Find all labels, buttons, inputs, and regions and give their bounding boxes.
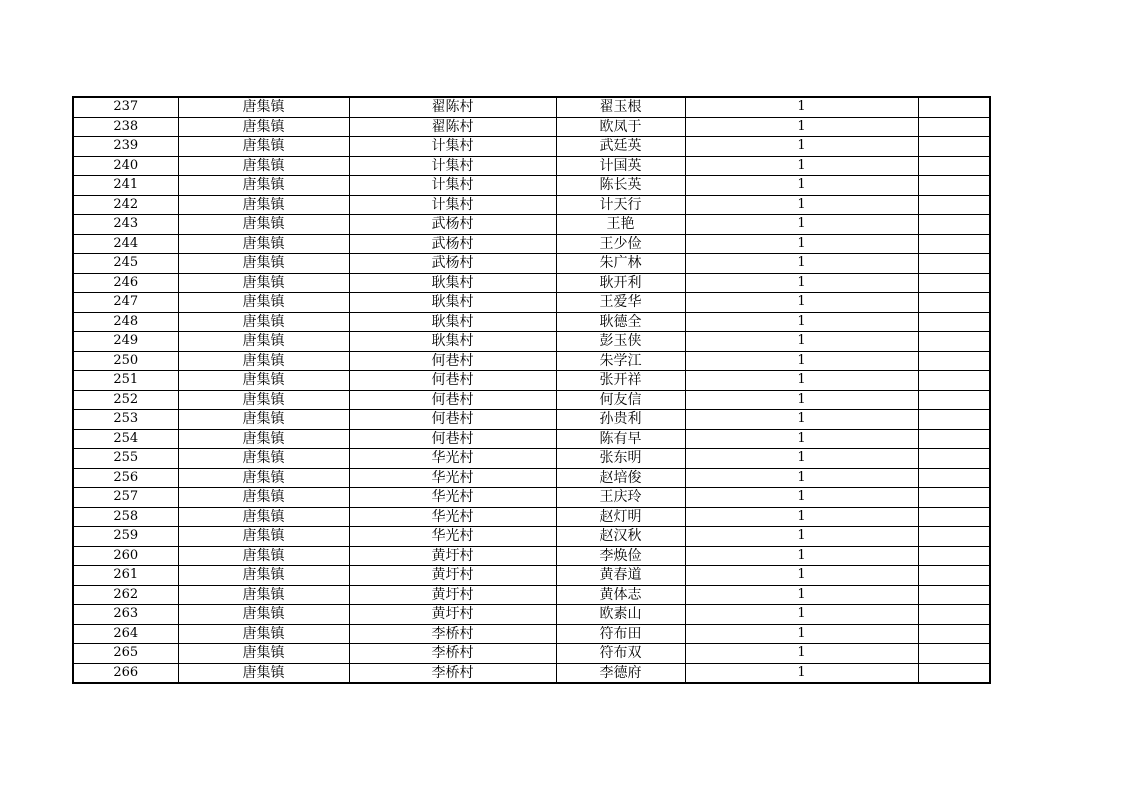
- table-row: [73, 351, 990, 371]
- village-cell: 华光村: [349, 527, 556, 547]
- village-cell: 耿集村: [349, 332, 556, 352]
- row-number-cell: 240: [73, 156, 178, 176]
- count-cell: 1: [685, 605, 918, 625]
- village-cell: 黄圩村: [349, 566, 556, 586]
- row-number-cell: 247: [73, 293, 178, 313]
- note-cell: [918, 468, 990, 488]
- note-cell: [918, 97, 990, 117]
- row-number-cell: 243: [73, 215, 178, 235]
- town-cell: 唐集镇: [178, 449, 349, 469]
- table-row: [73, 312, 990, 332]
- note-cell: [918, 117, 990, 137]
- person-name-cell: 武廷英: [556, 137, 685, 157]
- person-name-cell: 朱广林: [556, 254, 685, 274]
- row-number-cell: 251: [73, 371, 178, 391]
- table-row: [73, 429, 990, 449]
- table-row: [73, 468, 990, 488]
- roster-table-body: [73, 97, 990, 683]
- person-name-cell: 欧凤于: [556, 117, 685, 137]
- town-cell: 唐集镇: [178, 97, 349, 117]
- table-row: [73, 410, 990, 430]
- person-name-cell: 计天行: [556, 195, 685, 215]
- town-cell: 唐集镇: [178, 546, 349, 566]
- table-row: [73, 176, 990, 196]
- row-number-cell: 257: [73, 488, 178, 508]
- table-row: [73, 390, 990, 410]
- person-name-cell: 张开祥: [556, 371, 685, 391]
- town-cell: 唐集镇: [178, 390, 349, 410]
- town-cell: 唐集镇: [178, 254, 349, 274]
- row-number-cell: 239: [73, 137, 178, 157]
- person-name-cell: 符布田: [556, 624, 685, 644]
- note-cell: [918, 527, 990, 547]
- table-row: [73, 156, 990, 176]
- count-cell: 1: [685, 449, 918, 469]
- note-cell: [918, 507, 990, 527]
- village-cell: 何巷村: [349, 351, 556, 371]
- count-cell: 1: [685, 215, 918, 235]
- village-cell: 黄圩村: [349, 585, 556, 605]
- table-row: [73, 273, 990, 293]
- table-row: [73, 663, 990, 683]
- note-cell: [918, 312, 990, 332]
- count-cell: 1: [685, 644, 918, 664]
- row-number-cell: 245: [73, 254, 178, 274]
- village-cell: 耿集村: [349, 293, 556, 313]
- note-cell: [918, 644, 990, 664]
- row-number-cell: 256: [73, 468, 178, 488]
- person-name-cell: 彭玉侠: [556, 332, 685, 352]
- person-name-cell: 何友信: [556, 390, 685, 410]
- person-name-cell: 陈长英: [556, 176, 685, 196]
- village-cell: 武杨村: [349, 254, 556, 274]
- person-name-cell: 王艳: [556, 215, 685, 235]
- note-cell: [918, 410, 990, 430]
- count-cell: 1: [685, 273, 918, 293]
- row-number-cell: 260: [73, 546, 178, 566]
- town-cell: 唐集镇: [178, 117, 349, 137]
- row-number-cell: 238: [73, 117, 178, 137]
- person-name-cell: 王少俭: [556, 234, 685, 254]
- person-name-cell: 孙贵利: [556, 410, 685, 430]
- count-cell: 1: [685, 234, 918, 254]
- person-name-cell: 翟玉根: [556, 97, 685, 117]
- person-name-cell: 赵灯明: [556, 507, 685, 527]
- village-cell: 何巷村: [349, 371, 556, 391]
- row-number-cell: 254: [73, 429, 178, 449]
- village-cell: 耿集村: [349, 273, 556, 293]
- row-number-cell: 255: [73, 449, 178, 469]
- table-row: [73, 527, 990, 547]
- person-name-cell: 陈有早: [556, 429, 685, 449]
- count-cell: 1: [685, 566, 918, 586]
- village-cell: 计集村: [349, 195, 556, 215]
- town-cell: 唐集镇: [178, 605, 349, 625]
- town-cell: 唐集镇: [178, 137, 349, 157]
- town-cell: 唐集镇: [178, 527, 349, 547]
- count-cell: 1: [685, 195, 918, 215]
- count-cell: 1: [685, 488, 918, 508]
- count-cell: 1: [685, 507, 918, 527]
- count-cell: 1: [685, 371, 918, 391]
- count-cell: 1: [685, 312, 918, 332]
- count-cell: 1: [685, 429, 918, 449]
- row-number-cell: 246: [73, 273, 178, 293]
- count-cell: 1: [685, 663, 918, 683]
- note-cell: [918, 137, 990, 157]
- count-cell: 1: [685, 156, 918, 176]
- note-cell: [918, 195, 990, 215]
- village-cell: 李桥村: [349, 624, 556, 644]
- town-cell: 唐集镇: [178, 195, 349, 215]
- table-row: [73, 371, 990, 391]
- village-cell: 华光村: [349, 468, 556, 488]
- person-name-cell: 王庆玲: [556, 488, 685, 508]
- note-cell: [918, 488, 990, 508]
- town-cell: 唐集镇: [178, 156, 349, 176]
- table-row: [73, 97, 990, 117]
- town-cell: 唐集镇: [178, 410, 349, 430]
- village-cell: 耿集村: [349, 312, 556, 332]
- town-cell: 唐集镇: [178, 351, 349, 371]
- count-cell: 1: [685, 624, 918, 644]
- table-row: [73, 644, 990, 664]
- note-cell: [918, 390, 990, 410]
- row-number-cell: 237: [73, 97, 178, 117]
- table-row: [73, 332, 990, 352]
- count-cell: 1: [685, 351, 918, 371]
- village-cell: 翟陈村: [349, 117, 556, 137]
- village-cell: 何巷村: [349, 429, 556, 449]
- row-number-cell: 263: [73, 605, 178, 625]
- note-cell: [918, 234, 990, 254]
- note-cell: [918, 254, 990, 274]
- village-cell: 武杨村: [349, 215, 556, 235]
- table-row: [73, 566, 990, 586]
- count-cell: 1: [685, 117, 918, 137]
- table-row: [73, 507, 990, 527]
- roster-table: [72, 96, 991, 684]
- table-row: [73, 234, 990, 254]
- person-name-cell: 朱学江: [556, 351, 685, 371]
- town-cell: 唐集镇: [178, 371, 349, 391]
- village-cell: 计集村: [349, 176, 556, 196]
- village-cell: 武杨村: [349, 234, 556, 254]
- note-cell: [918, 215, 990, 235]
- row-number-cell: 258: [73, 507, 178, 527]
- count-cell: 1: [685, 527, 918, 547]
- note-cell: [918, 566, 990, 586]
- table-row: [73, 254, 990, 274]
- note-cell: [918, 176, 990, 196]
- row-number-cell: 261: [73, 566, 178, 586]
- person-name-cell: 耿开利: [556, 273, 685, 293]
- count-cell: 1: [685, 546, 918, 566]
- note-cell: [918, 273, 990, 293]
- count-cell: 1: [685, 293, 918, 313]
- table-row: [73, 488, 990, 508]
- town-cell: 唐集镇: [178, 585, 349, 605]
- count-cell: 1: [685, 137, 918, 157]
- row-number-cell: 241: [73, 176, 178, 196]
- note-cell: [918, 332, 990, 352]
- village-cell: 华光村: [349, 488, 556, 508]
- table-row: [73, 546, 990, 566]
- table-row: [73, 215, 990, 235]
- person-name-cell: 计国英: [556, 156, 685, 176]
- town-cell: 唐集镇: [178, 332, 349, 352]
- person-name-cell: 李德府: [556, 663, 685, 683]
- count-cell: 1: [685, 468, 918, 488]
- row-number-cell: 266: [73, 663, 178, 683]
- town-cell: 唐集镇: [178, 176, 349, 196]
- town-cell: 唐集镇: [178, 507, 349, 527]
- town-cell: 唐集镇: [178, 215, 349, 235]
- table-row: [73, 449, 990, 469]
- row-number-cell: 262: [73, 585, 178, 605]
- row-number-cell: 249: [73, 332, 178, 352]
- town-cell: 唐集镇: [178, 234, 349, 254]
- row-number-cell: 265: [73, 644, 178, 664]
- table-row: [73, 117, 990, 137]
- village-cell: 华光村: [349, 449, 556, 469]
- table-row: [73, 293, 990, 313]
- note-cell: [918, 371, 990, 391]
- row-number-cell: 248: [73, 312, 178, 332]
- count-cell: 1: [685, 254, 918, 274]
- person-name-cell: 李焕俭: [556, 546, 685, 566]
- row-number-cell: 242: [73, 195, 178, 215]
- village-cell: 华光村: [349, 507, 556, 527]
- table-row: [73, 195, 990, 215]
- town-cell: 唐集镇: [178, 663, 349, 683]
- table-row: [73, 605, 990, 625]
- count-cell: 1: [685, 390, 918, 410]
- village-cell: 李桥村: [349, 663, 556, 683]
- person-name-cell: 黄体志: [556, 585, 685, 605]
- note-cell: [918, 449, 990, 469]
- town-cell: 唐集镇: [178, 644, 349, 664]
- village-cell: 计集村: [349, 137, 556, 157]
- note-cell: [918, 624, 990, 644]
- village-cell: 何巷村: [349, 390, 556, 410]
- person-name-cell: 张东明: [556, 449, 685, 469]
- count-cell: 1: [685, 97, 918, 117]
- table-row: [73, 585, 990, 605]
- town-cell: 唐集镇: [178, 624, 349, 644]
- row-number-cell: 252: [73, 390, 178, 410]
- town-cell: 唐集镇: [178, 293, 349, 313]
- person-name-cell: 赵汉秋: [556, 527, 685, 547]
- person-name-cell: 耿德全: [556, 312, 685, 332]
- village-cell: 翟陈村: [349, 97, 556, 117]
- row-number-cell: 264: [73, 624, 178, 644]
- table-row: [73, 137, 990, 157]
- town-cell: 唐集镇: [178, 468, 349, 488]
- village-cell: 何巷村: [349, 410, 556, 430]
- row-number-cell: 250: [73, 351, 178, 371]
- village-cell: 李桥村: [349, 644, 556, 664]
- note-cell: [918, 429, 990, 449]
- person-name-cell: 符布双: [556, 644, 685, 664]
- note-cell: [918, 293, 990, 313]
- count-cell: 1: [685, 585, 918, 605]
- person-name-cell: 赵培俊: [556, 468, 685, 488]
- count-cell: 1: [685, 332, 918, 352]
- note-cell: [918, 585, 990, 605]
- person-name-cell: 黄春道: [556, 566, 685, 586]
- note-cell: [918, 663, 990, 683]
- town-cell: 唐集镇: [178, 429, 349, 449]
- person-name-cell: 欧素山: [556, 605, 685, 625]
- note-cell: [918, 156, 990, 176]
- town-cell: 唐集镇: [178, 566, 349, 586]
- village-cell: 黄圩村: [349, 605, 556, 625]
- row-number-cell: 244: [73, 234, 178, 254]
- town-cell: 唐集镇: [178, 488, 349, 508]
- count-cell: 1: [685, 176, 918, 196]
- count-cell: 1: [685, 410, 918, 430]
- row-number-cell: 259: [73, 527, 178, 547]
- town-cell: 唐集镇: [178, 273, 349, 293]
- table-row: [73, 624, 990, 644]
- note-cell: [918, 605, 990, 625]
- note-cell: [918, 351, 990, 371]
- note-cell: [918, 546, 990, 566]
- town-cell: 唐集镇: [178, 312, 349, 332]
- village-cell: 计集村: [349, 156, 556, 176]
- village-cell: 黄圩村: [349, 546, 556, 566]
- row-number-cell: 253: [73, 410, 178, 430]
- person-name-cell: 王爱华: [556, 293, 685, 313]
